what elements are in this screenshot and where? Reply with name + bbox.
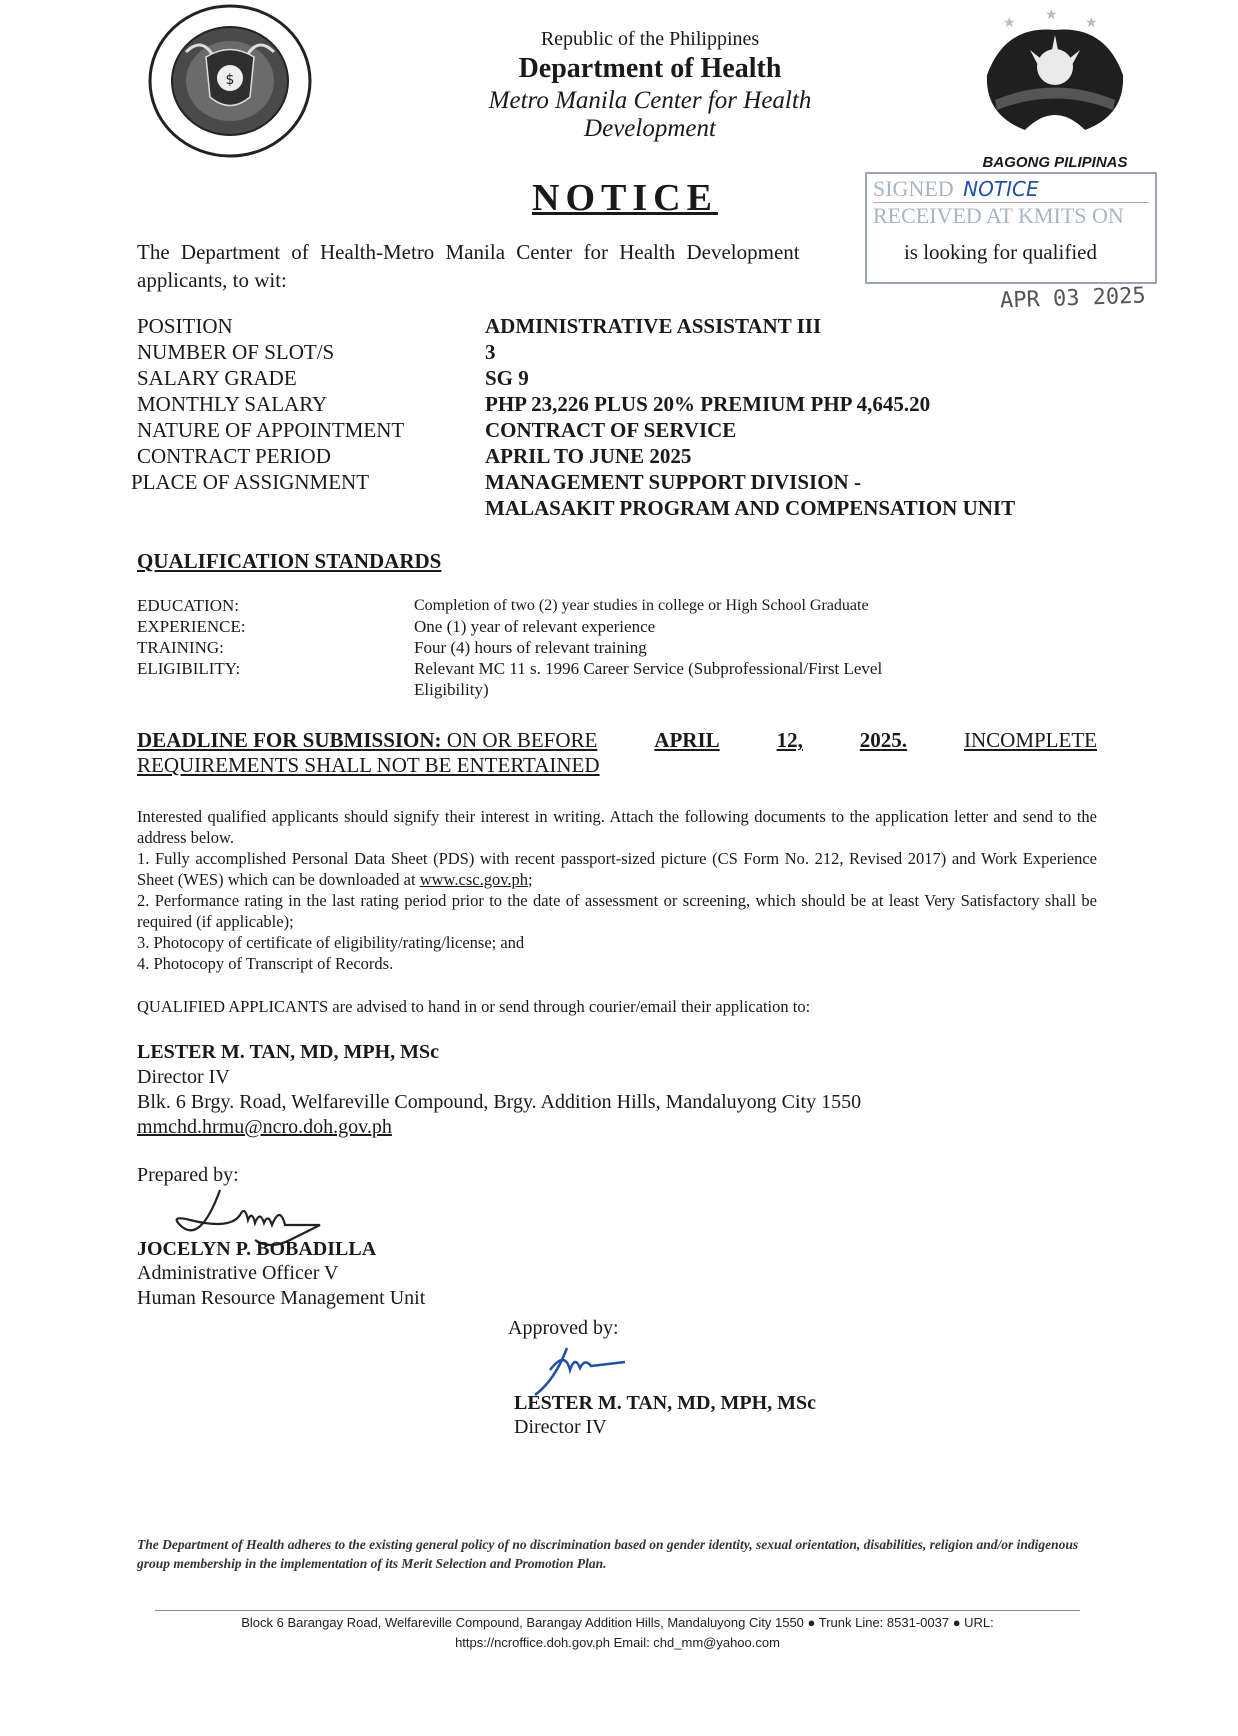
detail-row [137,313,1097,339]
contact-address: Blk. 6 Brgy. Road, Welfareville Compound, Brgy. Addition Hills, Mandaluyong City 1550 [137,1091,862,1113]
detail-label: NATURE OF APPOINTMENT [137,418,405,442]
qualification-row [137,658,1097,679]
header-republic: Republic of the Philippines [540,28,760,50]
detail-value: MANAGEMENT SUPPORT DIVISION - [485,470,861,494]
qualification-value: Relevant MC 11 s. 1996 Career Service (Subprofessional/First Level [414,659,883,678]
svg-text:$: $ [225,72,235,88]
notice-title: NOTICE [532,177,718,219]
qualification-row [137,679,1097,700]
requirement-item: 4. Photocopy of Transcript of Records. [137,954,394,973]
detail-value: SG 9 [485,366,529,390]
detail-value: PHP 23,226 PLUS 20% PREMIUM PHP 4,645.20 [485,392,931,416]
contact-block [137,1040,1097,1140]
footer [155,1613,1080,1653]
intro-line1-left: The Department of Health-Metro Manila Center for Health Development [137,240,800,264]
deadline-label: DEADLINE FOR SUBMISSION: [137,728,442,752]
detail-label: MONTHLY SALARY [137,392,328,416]
contact-email[interactable]: mmchd.hrmu@ncro.doh.gov.ph [137,1116,392,1138]
svg-text:★: ★ [1045,7,1058,23]
prepared-name: JOCELYN P. BOBADILLA [137,1238,377,1260]
detail-row [137,391,1097,417]
contact-title: Director IV [137,1066,230,1088]
detail-value: CONTRACT OF SERVICE [485,418,737,442]
stamp-date: APR 03 2025 [999,283,1147,314]
detail-label: PLACE OF ASSIGNMENT [131,470,370,494]
requirement-item [137,848,1097,890]
detail-label: SALARY GRADE [137,366,297,390]
detail-label: POSITION [137,314,233,338]
detail-label: CONTRACT PERIOD [137,444,331,468]
requirement-item: 2. Performance rating in the last rating period prior to the date of assessment or screening, which should be at least Very Satisfactory shall be required (if applicable); [137,891,1097,931]
deadline-day: 12, [776,728,803,752]
footer-line2: https://ncroffice.doh.gov.ph Email: chd_mm@yahoo.com [455,1635,780,1650]
detail-value: APRIL TO JUNE 2025 [485,444,692,468]
qualification-label: TRAINING: [137,638,224,657]
policy-statement: The Department of Health adheres to the existing general policy of no discrimination based on gender identity, sexual orientation, disabilities, religion and/or indigenous group membership in the implementation of its Merit Selection and Promotion Plan. [137,1537,1079,1571]
qualification-value: Eligibility) [414,680,489,699]
intro-line1-right: is looking for qualified [903,240,1097,264]
doh-seal [146,2,314,160]
bagong-pilipinas-label: BAGONG PILIPINAS [982,154,1128,171]
detail-row [131,469,1097,495]
stamp-handwritten-notice: NOTICE [963,177,1039,201]
qualification-label: ELIGIBILITY: [137,659,241,678]
detail-row [137,443,1097,469]
qualification-value: Four (4) hours of relevant training [414,638,647,657]
qualification-row [137,595,1097,616]
deadline-on-or-before: ON OR BEFORE [446,728,598,752]
qualification-value: Completion of two (2) year studies in college or High School Graduate [414,597,869,614]
prepared-label: Prepared by: [137,1164,239,1186]
qualified-note: QUALIFIED APPLICANTS are advised to hand in or send through courier/email their application to: [137,997,811,1016]
approved-name: LESTER M. TAN, MD, MPH, MSc [514,1392,817,1414]
svg-text:★: ★ [1003,15,1016,31]
detail-label [137,495,485,521]
detail-value: 3 [485,340,496,364]
detail-value: MALASAKIT PROGRAM AND COMPENSATION UNIT [485,496,1016,520]
footer-line1: Block 6 Barangay Road, Welfareville Compound, Barangay Addition Hills, Mandaluyong City 1550 ● Trunk Line: 8531-0037 ● URL: [241,1615,994,1630]
deadline-incomplete: INCOMPLETE [964,728,1097,752]
prepared-position: Administrative Officer V [137,1262,339,1284]
header-department: Department of Health [518,53,782,84]
deadline-line2: REQUIREMENTS SHALL NOT BE ENTERTAINED [137,753,600,777]
qualification-row [137,637,1097,658]
prepared-unit: Human Resource Management Unit [137,1287,426,1309]
doh-seal-icon [146,2,314,160]
deadline-block [137,728,1097,778]
instructions [137,806,1097,1017]
approved-position: Director IV [514,1416,607,1438]
detail-row [137,495,1097,521]
csc-link[interactable]: www.csc.gov.ph [419,870,529,889]
qualification-title: QUALIFICATION STANDARDS [137,549,442,573]
instructions-para: Interested qualified applicants should signify their interest in writing. Attach the following documents to the application letter and send to the address below. [137,807,1097,847]
detail-value: ADMINISTRATIVE ASSISTANT III [485,314,822,338]
detail-row [137,339,1097,365]
header-center: Metro Manila Center for Health Development [488,87,812,142]
position-details [131,313,1097,521]
stamp-received: RECEIVED AT KMITS ON [873,202,1149,229]
deadline-year: 2025. [859,728,908,752]
bagong-pilipinas-logo-icon [975,5,1135,145]
svg-text:★: ★ [1085,15,1098,31]
deadline-month: APRIL [654,728,720,752]
qualification-table [137,595,1097,700]
detail-row [137,365,1097,391]
csc-link-suffix: ; [528,870,533,889]
detail-row [137,417,1097,443]
requirement-item: 3. Photocopy of certificate of eligibility/rating/license; and [137,933,525,952]
contact-name: LESTER M. TAN, MD, MPH, MSc [137,1041,440,1063]
detail-label: NUMBER OF SLOT/S [137,340,335,364]
requirement-item-text: 1. Fully accomplished Personal Data Sheet (PDS) with recent passport-sized picture (CS Form No. 212, Revised 2017) and Work Experience Sheet (WES) which can be downloaded at [137,849,1097,889]
qualification-label: EXPERIENCE: [137,617,246,636]
qualification-label: EDUCATION: [137,596,239,615]
qualification-value: One (1) year of relevant experience [414,617,656,636]
qualification-row [137,616,1097,637]
approved-label: Approved by: [508,1317,619,1339]
stamp-signed: SIGNED [873,176,954,201]
footer-divider [155,1610,1080,1611]
qualification-label [137,679,414,700]
bagong-pilipinas-logo [975,5,1135,170]
intro-line2: applicants, to wit: [137,268,287,292]
